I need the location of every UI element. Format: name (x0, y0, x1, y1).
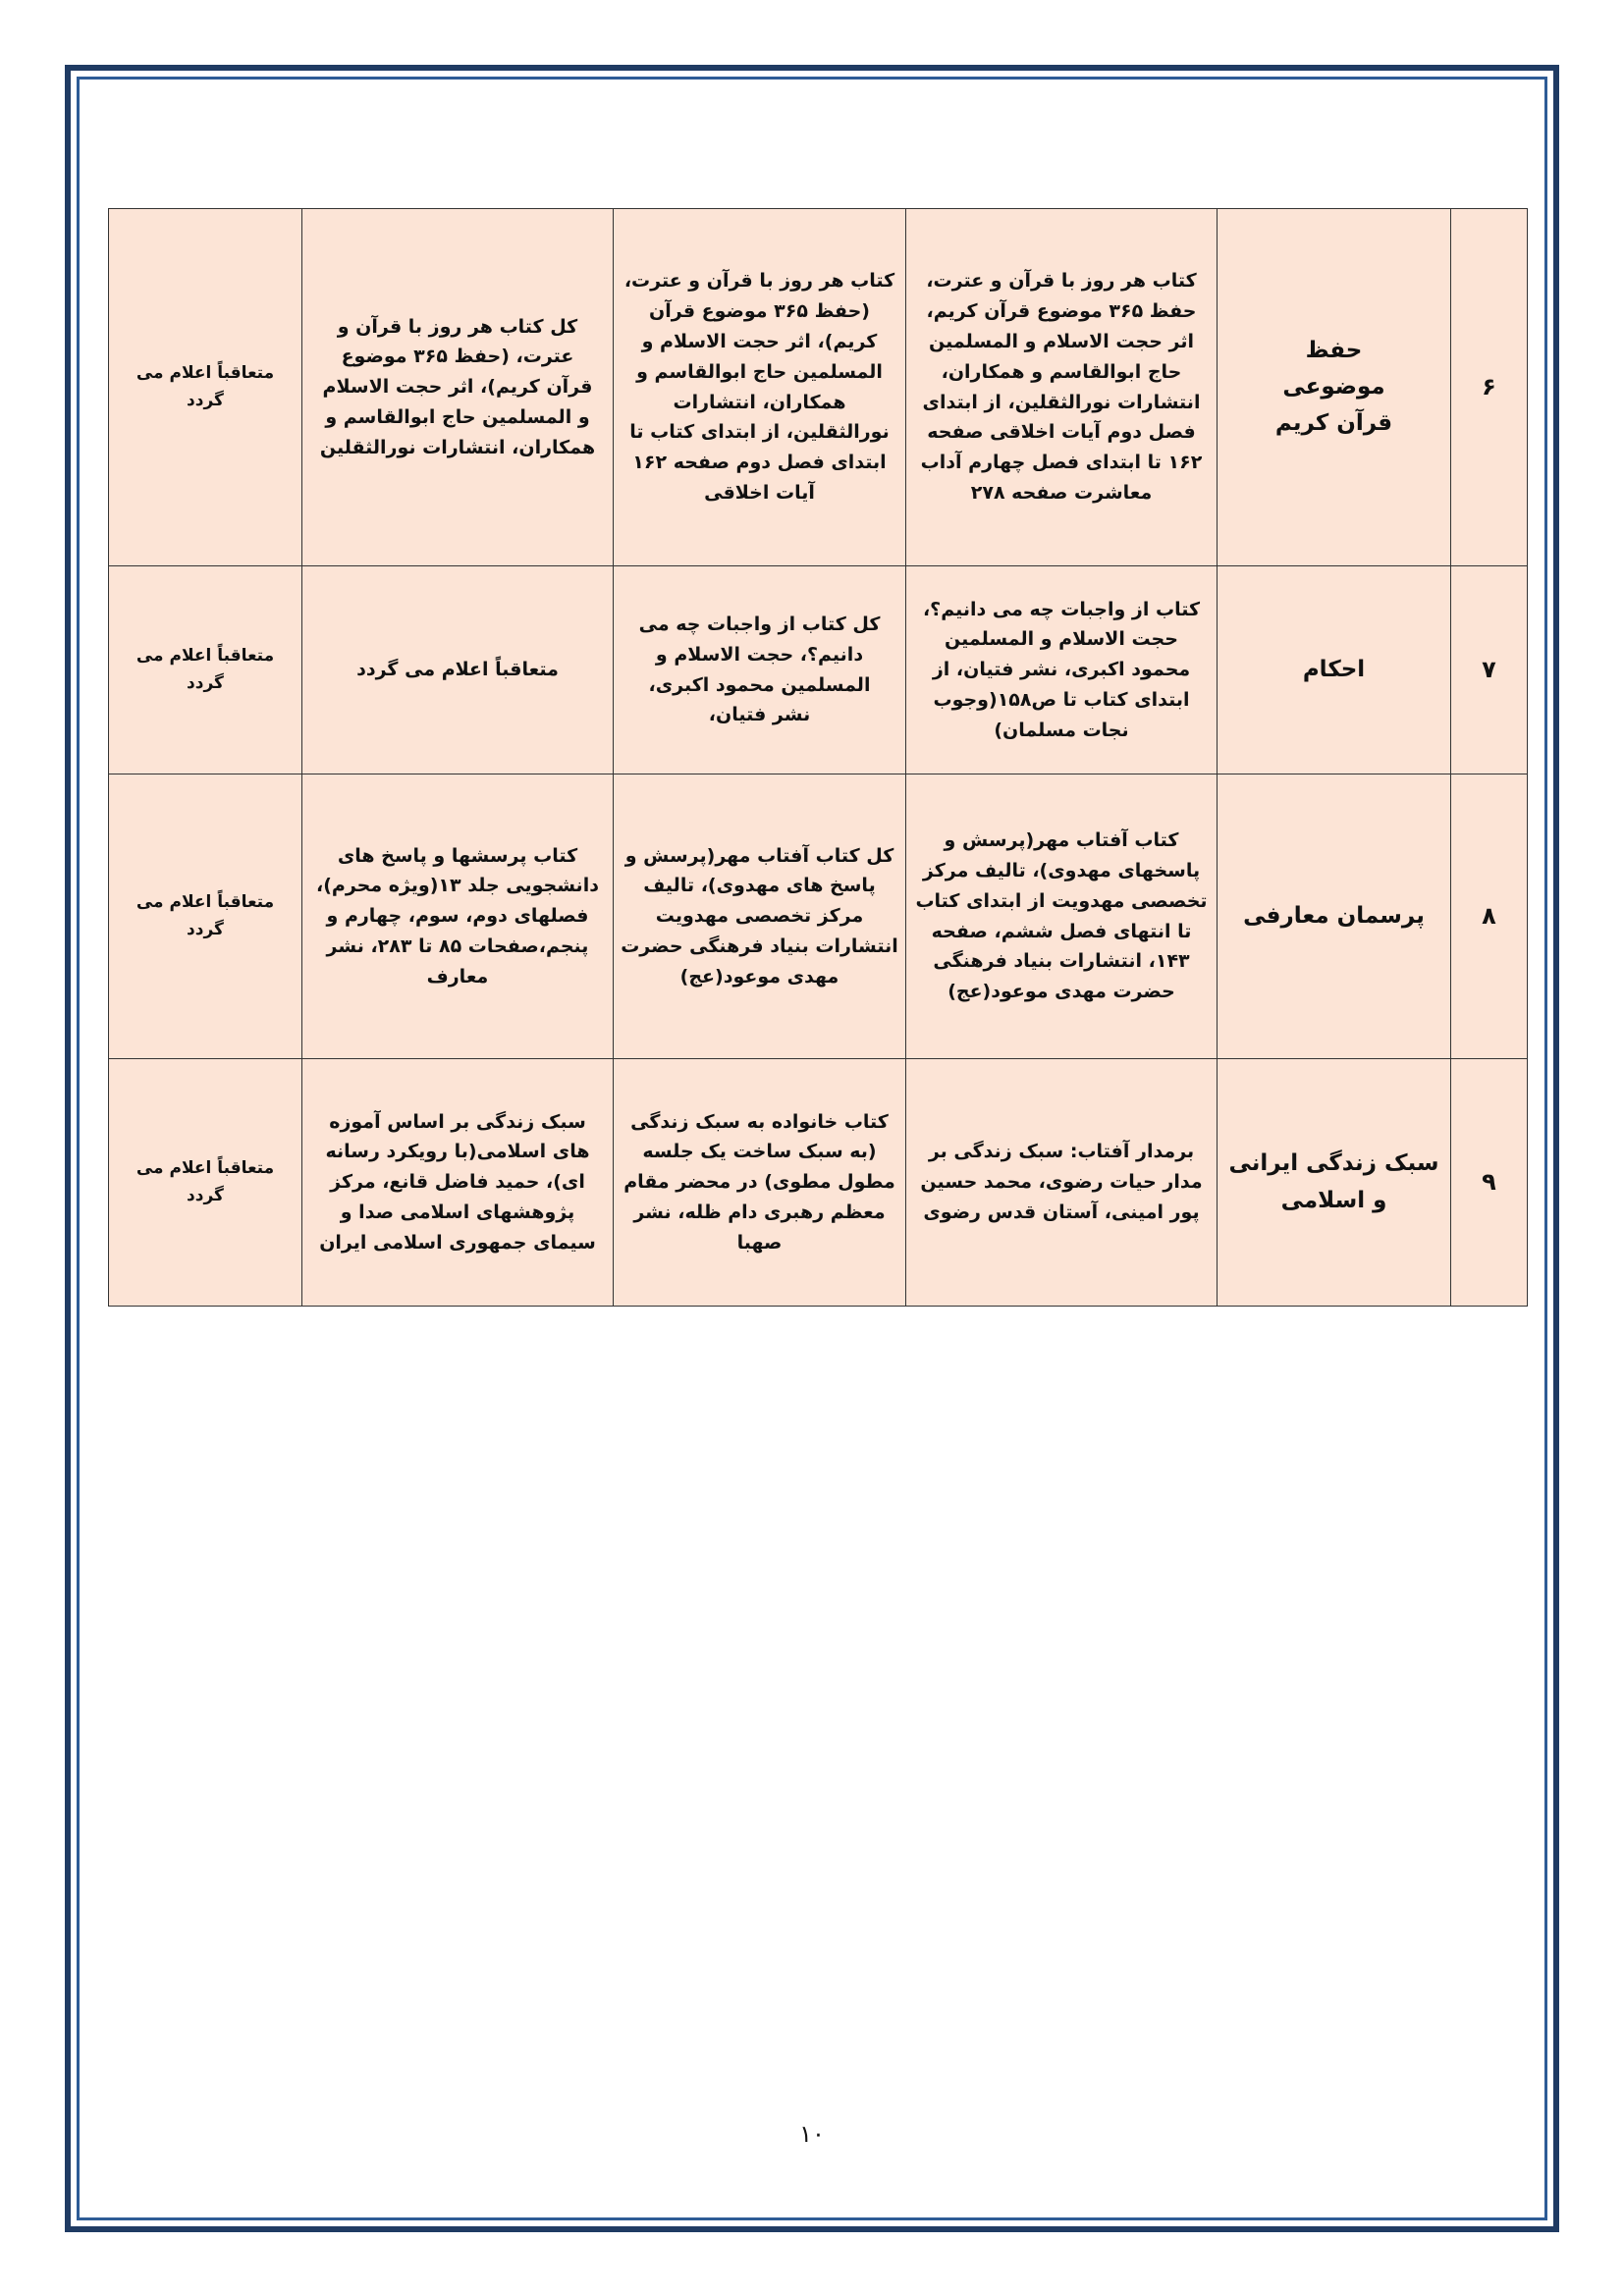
table-row (109, 774, 1528, 1059)
source-cell-2: کتاب هر روز با قرآن و عترت، (حفظ ۳۶۵ موضوع قرآن کریم)، اثر حجت الاسلام و المسلمین حاج ابوالقاسم و همکاران، انتشارات نورالثقلین، از ابتدای کتاب تا ابتدای فصل دوم صفحه ۱۶۲ آیات اخلاقی (614, 209, 906, 566)
source-cell-4: متعاقباً اعلام می گردد (109, 566, 302, 774)
table-row (109, 209, 1528, 566)
subject-cell: احکام (1218, 566, 1451, 774)
source-cell-4: متعاقباً اعلام می گردد (109, 1059, 302, 1307)
source-cell-1: کتاب از واجبات چه می دانیم؟، حجت الاسلام و المسلمین محمود اکبری، نشر فتیان، از ابتدای کتاب تا ص۱۵۸(وجوب نجات مسلمان) (906, 566, 1218, 774)
row-number: ۹ (1451, 1059, 1528, 1307)
source-cell-2: کل کتاب از واجبات چه می دانیم؟، حجت الاسلام و المسلمین محمود اکبری، نشر فتیان، (614, 566, 906, 774)
source-cell-4: متعاقباً اعلام می گردد (109, 209, 302, 566)
subject-cell: پرسمان معارفی (1218, 774, 1451, 1059)
source-cell-2: کل کتاب آفتاب مهر(پرسش و پاسخ های مهدوی)، تالیف مرکز تخصصی مهدویت انتشارات بنیاد فرهنگی حضرت مهدی موعود(عج) (614, 774, 906, 1059)
source-cell-3: کل کتاب هر روز با قرآن و عترت، (حفظ ۳۶۵ موضوع قرآن کریم)، اثر حجت الاسلام و المسلمین حاج ابوالقاسم و همکاران، انتشارات نورالثقلین (302, 209, 614, 566)
table-row (109, 566, 1528, 774)
source-cell-1: کتاب هر روز با قرآن و عترت، حفظ ۳۶۵ موضوع قرآن کریم، اثر حجت الاسلام و المسلمین حاج ابوالقاسم و همکاران، انتشارات نورالثقلین، از ابتدای فصل دوم آیات اخلاقی صفحه ۱۶۲ تا ابتدای فصل چهارم آداب معاشرت صفحه ۲۷۸ (906, 209, 1218, 566)
source-cell-3: کتاب پرسشها و پاسخ های دانشجویی جلد ۱۳(ویژه محرم)، فصلهای دوم، سوم، چهارم و پنجم،صفحات ۸۵ تا ۲۸۳، نشر معارف (302, 774, 614, 1059)
table-row (109, 1059, 1528, 1307)
source-cell-3: متعاقباً اعلام می گردد (302, 566, 614, 774)
row-number: ۸ (1451, 774, 1528, 1059)
source-cell-2: کتاب خانواده به سبک زندگی (به سبک ساخت یک جلسه مطول مطوی) در محضر مقام معظم رهبری دام ظله، نشر صهبا (614, 1059, 906, 1307)
source-cell-4: متعاقباً اعلام می گردد (109, 774, 302, 1059)
source-cell-1: کتاب آفتاب مهر(پرسش و پاسخهای مهدوی)، تالیف مرکز تخصصی مهدویت از ابتدای کتاب تا انتهای فصل ششم، صفحه ۱۴۳، انتشارات بنیاد فرهنگی حضرت مهدی موعود(عج) (906, 774, 1218, 1059)
row-number: ۶ (1451, 209, 1528, 566)
page-number: ۱۰ (799, 2120, 825, 2148)
row-number: ۷ (1451, 566, 1528, 774)
subject-cell: سبک زندگی ایرانی و اسلامی (1218, 1059, 1451, 1307)
source-cell-1: برمدار آفتاب: سبک زندگی بر مدار حیات رضوی، محمد حسین پور امینی، آستان قدس رضوی (906, 1059, 1218, 1307)
sources-table (108, 208, 1528, 1307)
subject-cell: حفظ موضوعی قرآن کریم (1218, 209, 1451, 566)
source-cell-3: سبک زندگی بر اساس آموزه های اسلامی(با رویکرد رسانه ای)، حمید فاضل قانع، مرکز پژوهشهای اسلامی صدا و سیمای جمهوری اسلامی ایران (302, 1059, 614, 1307)
